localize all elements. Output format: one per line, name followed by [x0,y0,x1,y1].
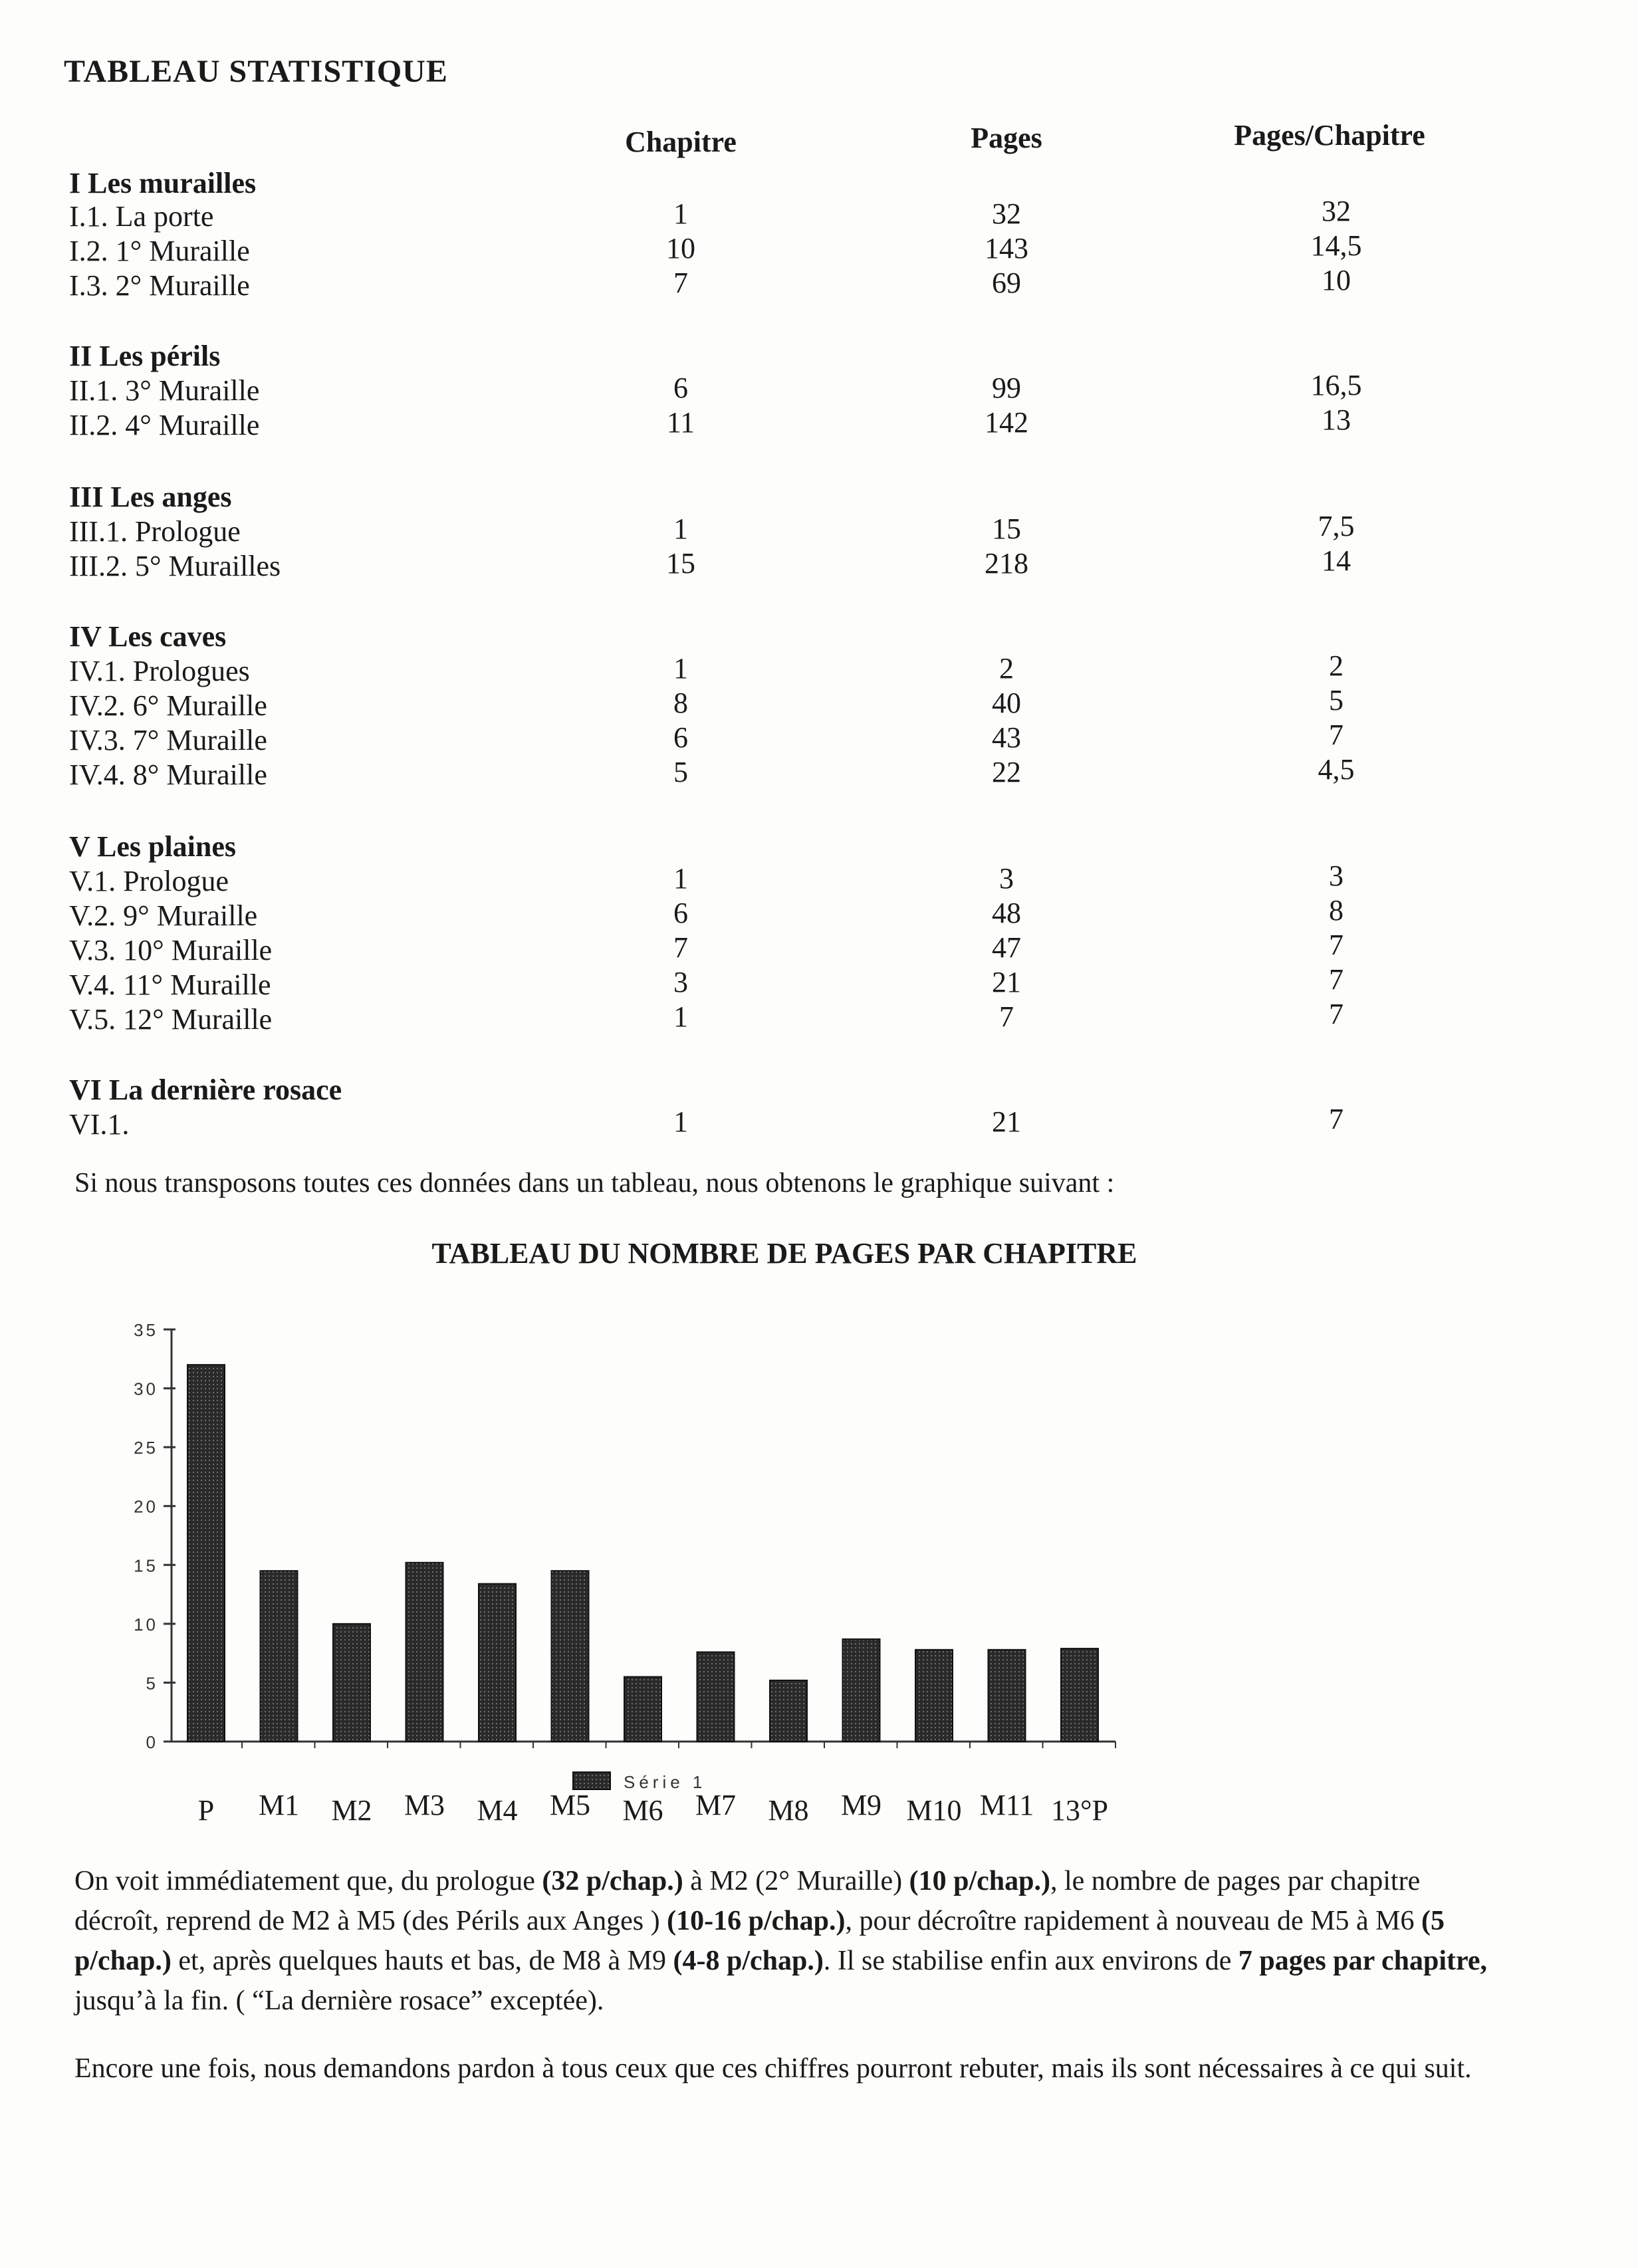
cell-chapitre: 10 [666,232,695,265]
section-heading: III Les anges [69,481,232,513]
y-tick-label: 25 [134,1438,158,1458]
cell-pages: 47 [992,931,1021,964]
cell-chapitre: 6 [673,721,688,754]
paragraph-analysis [74,1861,1510,2021]
cell-pages: 99 [992,372,1021,404]
x-tick-label: P [197,1794,215,1827]
para1-text: à M2 (2° Muraille) [683,1866,909,1896]
para1-bold: (4-8 p/chap.) [673,1946,824,1976]
cell-ratio: 7 [1329,719,1344,751]
row-label: I.3. 2° Muraille [69,269,250,302]
cell-chapitre: 1 [673,197,688,230]
cell-chapitre: 6 [673,372,688,404]
paragraph-apology: Encore une fois, nous demandons pardon à tous ceux que ces chiffres pourront rebuter, mais ils sont nécessaires à ce qui suit. [74,2053,1472,2084]
bar-M4 [479,1584,516,1742]
cell-chapitre: 1 [673,512,688,545]
x-tick-label: M1 [258,1789,300,1821]
y-tick-label: 15 [134,1555,158,1576]
para1-bold: (32 p/chap.) [542,1866,683,1896]
cell-chapitre: 1 [673,862,688,895]
intro-text: Si nous transposons toutes ces données dans un tableau, nous obtenons le graphique suivant : [74,1168,1115,1198]
cell-chapitre: 15 [666,547,695,580]
cell-pages: 2 [999,652,1014,685]
cell-ratio: 14 [1322,544,1351,577]
y-tick-label: 5 [146,1673,158,1694]
bar-P [187,1365,225,1742]
x-tick-label: M6 [622,1794,663,1827]
cell-chapitre: 11 [666,406,695,439]
cell-chapitre: 1 [673,652,688,685]
bar-M7 [697,1652,735,1742]
para1-text: , pour décroître rapidement à nouveau de M5 à M6 [845,1906,1422,1936]
cell-pages: 21 [992,1105,1021,1138]
row-label: III.2. 5° Murailles [69,550,281,582]
row-label: II.1. 3° Muraille [69,374,260,407]
cell-ratio: 7,5 [1318,510,1355,542]
row-label: IV.1. Prologues [69,655,250,687]
bar-13°P [1061,1648,1098,1742]
section-heading: IV Les caves [69,620,227,653]
section-heading: V Les plaines [69,830,237,863]
x-tick-label: M4 [477,1794,518,1827]
cell-pages: 69 [992,267,1021,299]
para1-bold: (10 p/chap.) [909,1866,1050,1896]
cell-pages: 3 [999,862,1014,895]
row-label: V.4. 11° Muraille [69,968,271,1001]
cell-pages: 7 [999,1000,1014,1033]
cell-chapitre: 3 [673,966,688,998]
row-label: IV.4. 8° Muraille [69,758,267,791]
bar-M2 [333,1624,370,1742]
cell-chapitre: 7 [673,931,688,964]
cell-pages: 32 [992,197,1021,230]
x-tick-label: M10 [906,1794,962,1827]
row-label: IV.3. 7° Muraille [69,724,267,756]
bar-M6 [624,1677,661,1742]
bar-chart [100,1303,1163,1808]
cell-chapitre: 1 [673,1000,688,1033]
cell-ratio: 32 [1322,195,1351,227]
cell-ratio: 8 [1329,894,1344,927]
x-tick-label: 13°P [1050,1794,1109,1827]
cell-chapitre: 5 [673,756,688,788]
section-heading: VI La dernière rosace [69,1074,342,1106]
row-label: I.2. 1° Muraille [69,235,250,267]
bar-M1 [261,1571,298,1742]
chart-title: TABLEAU DU NOMBRE DE PAGES PAR CHAPITRE [431,1237,1137,1270]
cell-ratio: 14,5 [1310,229,1362,262]
para1-text: et, après quelques hauts et bas, de M8 à M9 [171,1946,673,1976]
row-label: V.5. 12° Muraille [69,1003,273,1036]
x-tick-label: M7 [695,1789,737,1821]
cell-pages: 218 [985,547,1028,580]
bar-M10 [915,1650,953,1742]
row-label: V.1. Prologue [69,865,229,897]
legend-label: Série 1 [624,1772,707,1792]
cell-ratio: 7 [1329,998,1344,1030]
cell-ratio: 2 [1329,649,1344,682]
cell-ratio: 7 [1329,929,1344,961]
section-heading: II Les périls [69,340,221,372]
cell-ratio: 7 [1329,1103,1344,1135]
bar-M8 [770,1680,807,1742]
col-header-pages-per-chapitre: Pages/Chapitre [1234,119,1425,152]
cell-chapitre: 1 [673,1105,688,1138]
section-heading: I Les murailles [69,167,257,199]
cell-pages: 15 [992,512,1021,545]
bar-M3 [406,1563,443,1742]
para1-text: . Il se stabilise enfin aux environs de [823,1946,1238,1976]
cell-pages: 43 [992,721,1021,754]
cell-ratio: 10 [1322,264,1351,296]
cell-ratio: 13 [1322,403,1351,436]
row-label: VI.1. [69,1108,130,1141]
cell-pages: 48 [992,897,1021,929]
cell-ratio: 3 [1329,859,1344,892]
row-label: V.2. 9° Muraille [69,899,258,932]
page-title: TABLEAU STATISTIQUE [64,54,448,89]
row-label: I.1. La porte [69,200,214,233]
para1-bold: (5 p/chap.) [74,1906,1445,1976]
x-tick-label: M3 [404,1789,445,1821]
col-header-pages: Pages [971,122,1042,154]
row-label: V.3. 10° Muraille [69,934,273,966]
y-tick-label: 20 [134,1496,158,1517]
x-tick-label: M5 [549,1789,591,1821]
x-tick-label: M8 [768,1794,809,1827]
para1-bold: (10-16 p/chap.) [667,1906,846,1936]
row-label: III.1. Prologue [69,515,241,548]
row-label: IV.2. 6° Muraille [69,689,267,722]
x-tick-label: M9 [840,1789,882,1821]
cell-ratio: 16,5 [1310,369,1362,401]
para1-text: jusqu’à la fin. ( “La dernière rosace” exceptée). [74,1985,604,2016]
y-tick-label: 35 [134,1320,158,1340]
para1-text: On voit immédiatement que, du prologue [74,1866,542,1896]
y-tick-label: 30 [134,1379,158,1399]
cell-pages: 21 [992,966,1021,998]
legend-swatch [573,1772,610,1789]
cell-chapitre: 8 [673,687,688,719]
cell-pages: 142 [985,406,1028,439]
cell-ratio: 5 [1329,684,1344,717]
cell-pages: 40 [992,687,1021,719]
cell-pages: 22 [992,756,1021,788]
cell-pages: 143 [985,232,1028,265]
para1-text: , le nombre de pages par chapitre décroît, reprend de M2 à M5 (des Périls aux Anges ) [74,1866,1421,1936]
y-tick-label: 0 [146,1732,158,1752]
cell-chapitre: 6 [673,897,688,929]
bar-M5 [552,1571,589,1742]
cell-chapitre: 7 [673,267,688,299]
cell-ratio: 7 [1329,963,1344,996]
col-header-chapitre: Chapitre [625,126,737,158]
x-tick-label: M2 [331,1794,372,1827]
row-label: II.2. 4° Muraille [69,409,260,441]
bar-M11 [989,1650,1026,1742]
bar-M9 [843,1639,880,1742]
x-tick-label: M11 [979,1789,1034,1821]
cell-ratio: 4,5 [1318,753,1355,786]
y-tick-label: 10 [134,1614,158,1635]
para1-bold: 7 pages par chapitre, [1238,1946,1488,1976]
